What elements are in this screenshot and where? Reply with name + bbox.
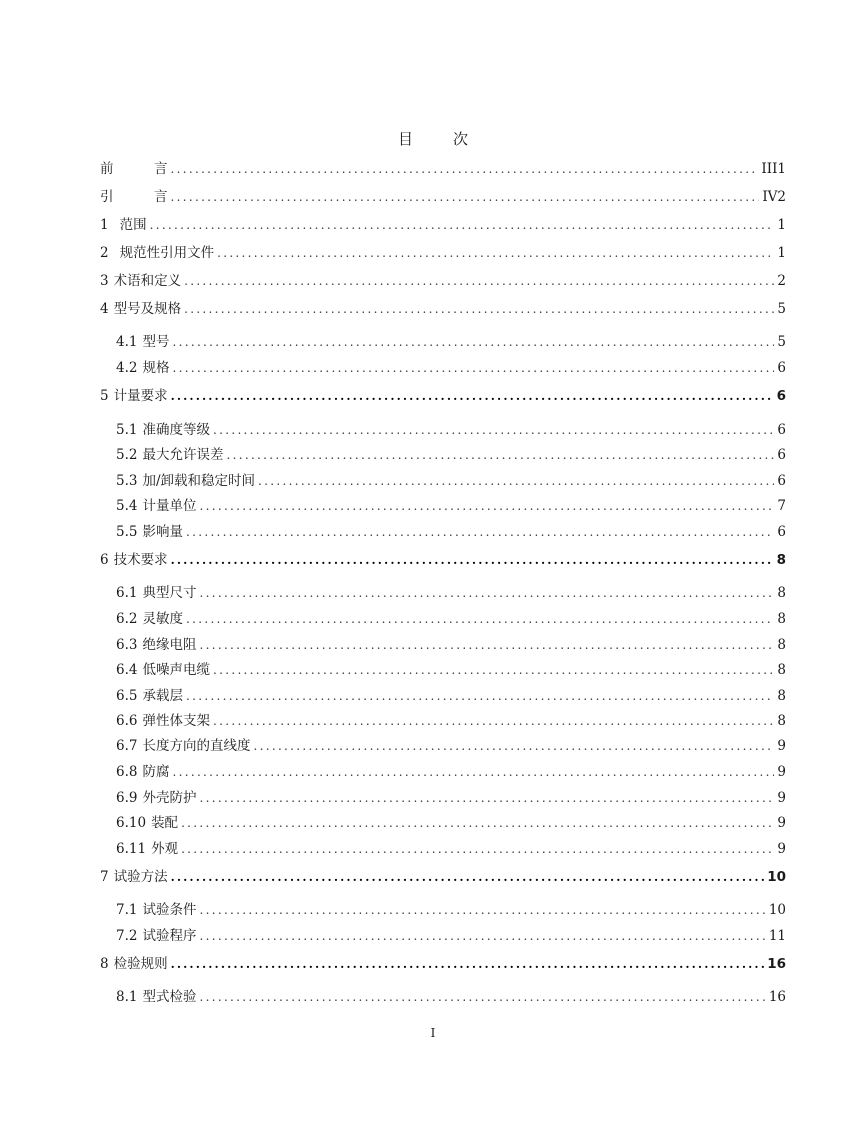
toc-entry-number: 7 — [100, 869, 109, 885]
toc-entry-number: 前 — [100, 161, 114, 177]
toc-entry[interactable] — [100, 185, 786, 205]
toc-leader-dots — [226, 448, 774, 462]
toc-entry-number: 6.10 — [116, 815, 147, 831]
toc-entry-page: 16 — [767, 956, 786, 972]
toc-entry-title: 术语和定义 — [113, 273, 182, 289]
toc-leader-dots — [172, 361, 774, 375]
toc-leader-dots — [199, 903, 765, 917]
toc-entry[interactable] — [116, 898, 786, 918]
toc-entry-page: 1 — [777, 245, 786, 261]
toc-entry[interactable] — [116, 443, 786, 463]
toc-entry-number: 5.3 — [116, 473, 138, 489]
toc-entry-label — [116, 658, 210, 678]
toc-entry-number: 6.9 — [116, 790, 138, 806]
toc-entry[interactable] — [116, 837, 786, 857]
toc-entry-label — [100, 865, 168, 885]
toc-leader-dots — [253, 739, 774, 753]
toc-entry-page: 9 — [777, 815, 786, 831]
toc-entry-page: 6 — [776, 388, 786, 404]
toc-entry-label — [100, 157, 168, 177]
toc-entry-label — [116, 684, 183, 704]
toc-entry[interactable] — [116, 811, 786, 831]
toc-entry-label — [100, 269, 181, 289]
toc-entry-page: IV2 — [762, 189, 786, 205]
toc-leader-dots — [171, 162, 759, 176]
toc-entry-number: 5.2 — [116, 447, 138, 463]
toc-entry[interactable] — [116, 760, 786, 780]
toc-leader-dots — [171, 553, 774, 567]
toc-entry-title: 加/卸载和稳定时间 — [142, 473, 256, 489]
toc-entry-label — [100, 297, 181, 317]
toc-leader-dots — [172, 765, 774, 779]
toc-entry-page: 16 — [768, 989, 786, 1005]
toc-entry-label — [116, 494, 196, 514]
toc-entry[interactable] — [116, 734, 786, 754]
toc-leader-dots — [186, 612, 774, 626]
toc-entry[interactable] — [100, 384, 786, 404]
toc-leader-dots — [150, 218, 775, 232]
toc-entry-title: 影响量 — [142, 524, 183, 540]
toc-title-char-1: 目 — [397, 130, 413, 148]
toc-entry-label — [116, 924, 196, 944]
toc-entry-page: 6 — [777, 524, 786, 540]
toc-entry-page: 8 — [777, 611, 786, 627]
toc-entry[interactable] — [116, 581, 786, 601]
toc-entry-page: 8 — [777, 688, 786, 704]
toc-entry[interactable] — [116, 633, 786, 653]
toc-entry-number: 2 — [100, 245, 109, 261]
toc-leader-dots — [199, 638, 774, 652]
toc-entry-label — [116, 581, 196, 601]
toc-entry-title: 言 — [154, 161, 168, 177]
toc-entry[interactable] — [100, 269, 786, 289]
toc-entry[interactable] — [116, 709, 786, 729]
toc-entry-page: 6 — [777, 447, 786, 463]
toc-entry-page: 11 — [768, 928, 786, 944]
toc-entry-label — [116, 469, 255, 489]
toc-entry-title: 规范性引用文件 — [119, 245, 215, 261]
toc-entry-title: 规格 — [142, 360, 170, 376]
toc-entry[interactable] — [100, 865, 786, 885]
toc-entry-page: 8 — [777, 585, 786, 601]
toc-leader-dots — [199, 990, 765, 1004]
toc-entry-number: 7.1 — [116, 902, 138, 918]
toc-entry-title: 型式检验 — [142, 989, 197, 1005]
toc-entry-label — [116, 985, 196, 1005]
toc-entry[interactable] — [116, 418, 786, 438]
toc-entry[interactable] — [116, 330, 786, 350]
toc-entry-title: 计量要求 — [113, 388, 168, 404]
toc-entry-title: 范围 — [119, 217, 147, 233]
toc-entry[interactable] — [116, 469, 786, 489]
toc-entry-number: 7.2 — [116, 928, 138, 944]
toc-entry-title: 试验程序 — [142, 928, 197, 944]
toc-entry-label — [116, 760, 169, 780]
toc-title-char-2: 次 — [453, 130, 469, 148]
toc-entry-number: 6.7 — [116, 738, 138, 754]
toc-leader-dots — [184, 302, 774, 316]
toc-leader-dots — [172, 335, 774, 349]
toc-entry-page: III1 — [761, 161, 786, 177]
toc-leader-dots — [199, 499, 774, 513]
toc-entry-page: 9 — [777, 841, 786, 857]
toc-entry[interactable] — [116, 684, 786, 704]
toc-entry-number: 5 — [100, 388, 109, 404]
toc-entry-label — [116, 898, 196, 918]
toc-entry-number: 6.11 — [116, 841, 147, 857]
toc-entry-number: 4.2 — [116, 360, 138, 376]
toc-entry-page: 6 — [777, 422, 786, 438]
toc-leader-dots — [171, 389, 774, 403]
toc-entry-title: 准确度等级 — [142, 422, 210, 438]
toc-entry-label — [100, 241, 214, 261]
toc-entry-title: 长度方向的直线度 — [142, 738, 251, 754]
toc-entry-page: 1 — [777, 217, 786, 233]
toc-entry-page: 10 — [767, 869, 786, 885]
toc-entry-title: 灵敏度 — [142, 611, 183, 627]
toc-entry-title: 承载层 — [142, 688, 183, 704]
toc-entry-number: 引 — [100, 189, 114, 205]
toc-entry-title: 检验规则 — [113, 956, 168, 972]
toc-leader-dots — [213, 714, 774, 728]
toc-entry-title: 低噪声电缆 — [142, 662, 210, 678]
toc-entry[interactable] — [100, 241, 786, 261]
toc-entry-label — [116, 633, 196, 653]
toc-entry-page: 6 — [777, 473, 786, 489]
toc-entry[interactable] — [116, 356, 786, 376]
toc-entry-title: 弹性体支架 — [142, 713, 210, 729]
toc-entry[interactable] — [100, 157, 786, 177]
toc-entry[interactable] — [116, 494, 786, 514]
toc-entry-label — [116, 330, 169, 350]
toc-entry-label — [100, 213, 147, 233]
toc-entry[interactable] — [116, 786, 786, 806]
toc-entry-page: 9 — [777, 738, 786, 754]
toc-entry-number: 5.1 — [116, 422, 138, 438]
toc-entry-label — [116, 443, 223, 463]
toc-entry-number: 4 — [100, 301, 109, 317]
toc-entry-label — [116, 709, 210, 729]
toc-entry-page: 8 — [777, 713, 786, 729]
toc-leader-dots — [171, 190, 760, 204]
toc-entry[interactable] — [116, 985, 786, 1005]
toc-entry-number: 1 — [100, 217, 109, 233]
toc-entry-title: 试验方法 — [113, 869, 168, 885]
toc-entry-title: 计量单位 — [142, 498, 197, 514]
toc-entry-label — [116, 811, 178, 831]
toc-entry-title: 装配 — [151, 815, 179, 831]
toc-leader-dots — [186, 525, 774, 539]
toc-entry[interactable] — [116, 607, 786, 627]
toc-entry-number: 8 — [100, 956, 109, 972]
toc-leader-dots — [171, 957, 765, 971]
toc-entry-label — [116, 520, 183, 540]
toc-entry-label — [100, 952, 168, 972]
toc-entry-label — [116, 734, 250, 754]
toc-entry-number: 6.8 — [116, 764, 138, 780]
toc-leader-dots — [199, 929, 765, 943]
toc-leader-dots — [213, 663, 774, 677]
toc-entry[interactable] — [100, 297, 786, 317]
toc-entry-label — [116, 356, 169, 376]
toc-entry-label — [100, 384, 168, 404]
toc-entry-page: 6 — [777, 360, 786, 376]
toc-leader-dots — [186, 689, 774, 703]
toc-entry-title: 型号及规格 — [113, 301, 182, 317]
toc-entry-number: 6.6 — [116, 713, 138, 729]
toc-entry-page: 5 — [777, 334, 786, 350]
toc-leader-dots — [199, 586, 774, 600]
toc-entry[interactable] — [100, 952, 786, 972]
toc-leader-dots — [213, 423, 774, 437]
toc-entry-page: 8 — [777, 637, 786, 653]
toc-entry-page: 9 — [777, 790, 786, 806]
toc-entry-page: 10 — [768, 902, 786, 918]
toc-entry-number: 4.1 — [116, 334, 138, 350]
toc-entry-number: 6.1 — [116, 585, 138, 601]
toc-entry-number: 6.3 — [116, 637, 138, 653]
toc-entry-number: 8.1 — [116, 989, 138, 1005]
toc-leader-dots — [171, 870, 765, 884]
toc-entry-label — [116, 837, 178, 857]
toc-leader-dots — [181, 842, 774, 856]
toc-entry-page: 2 — [777, 273, 786, 289]
toc-entry-title: 绝缘电阻 — [142, 637, 197, 653]
toc-entry-number: 6.5 — [116, 688, 138, 704]
toc-leader-dots — [217, 246, 774, 260]
toc-entry-number: 6 — [100, 552, 109, 568]
toc-entry-label — [116, 786, 196, 806]
toc-leader-dots — [199, 791, 774, 805]
toc-entry[interactable] — [116, 658, 786, 678]
toc-entry-label — [116, 607, 183, 627]
toc-entry-number: 5.4 — [116, 498, 138, 514]
toc-entry-label — [100, 185, 168, 205]
toc-entry-number: 6.2 — [116, 611, 138, 627]
toc-entry-number: 5.5 — [116, 524, 138, 540]
toc-entry-number: 6.4 — [116, 662, 138, 678]
toc-entry-title: 外观 — [151, 841, 179, 857]
toc-leader-dots — [184, 274, 774, 288]
toc-entry-page: 5 — [777, 301, 786, 317]
toc-entry-page: 8 — [776, 552, 786, 568]
toc-leader-dots — [258, 474, 774, 488]
toc-entry-title: 技术要求 — [113, 552, 168, 568]
toc-entry-title: 典型尺寸 — [142, 585, 197, 601]
toc-entry-title: 试验条件 — [142, 902, 197, 918]
toc-entry[interactable] — [100, 548, 786, 568]
toc-entry-title: 外壳防护 — [142, 790, 197, 806]
toc-entry-title: 言 — [154, 189, 168, 205]
toc-entry[interactable] — [116, 924, 786, 944]
toc-entry-title: 最大允许误差 — [142, 447, 224, 463]
toc-leader-dots — [181, 816, 774, 830]
page-number: I — [430, 1026, 436, 1040]
toc-entry-label — [116, 418, 210, 438]
toc-entry[interactable] — [116, 520, 786, 540]
toc-entry-page: 9 — [777, 764, 786, 780]
toc-entry-page: 7 — [777, 498, 786, 514]
toc-entry-title: 型号 — [142, 334, 170, 350]
toc-entry-label — [100, 548, 168, 568]
toc-entry-page: 8 — [777, 662, 786, 678]
toc-entry-number: 3 — [100, 273, 109, 289]
toc-entry[interactable] — [100, 213, 786, 233]
toc-entry-title: 防腐 — [142, 764, 170, 780]
